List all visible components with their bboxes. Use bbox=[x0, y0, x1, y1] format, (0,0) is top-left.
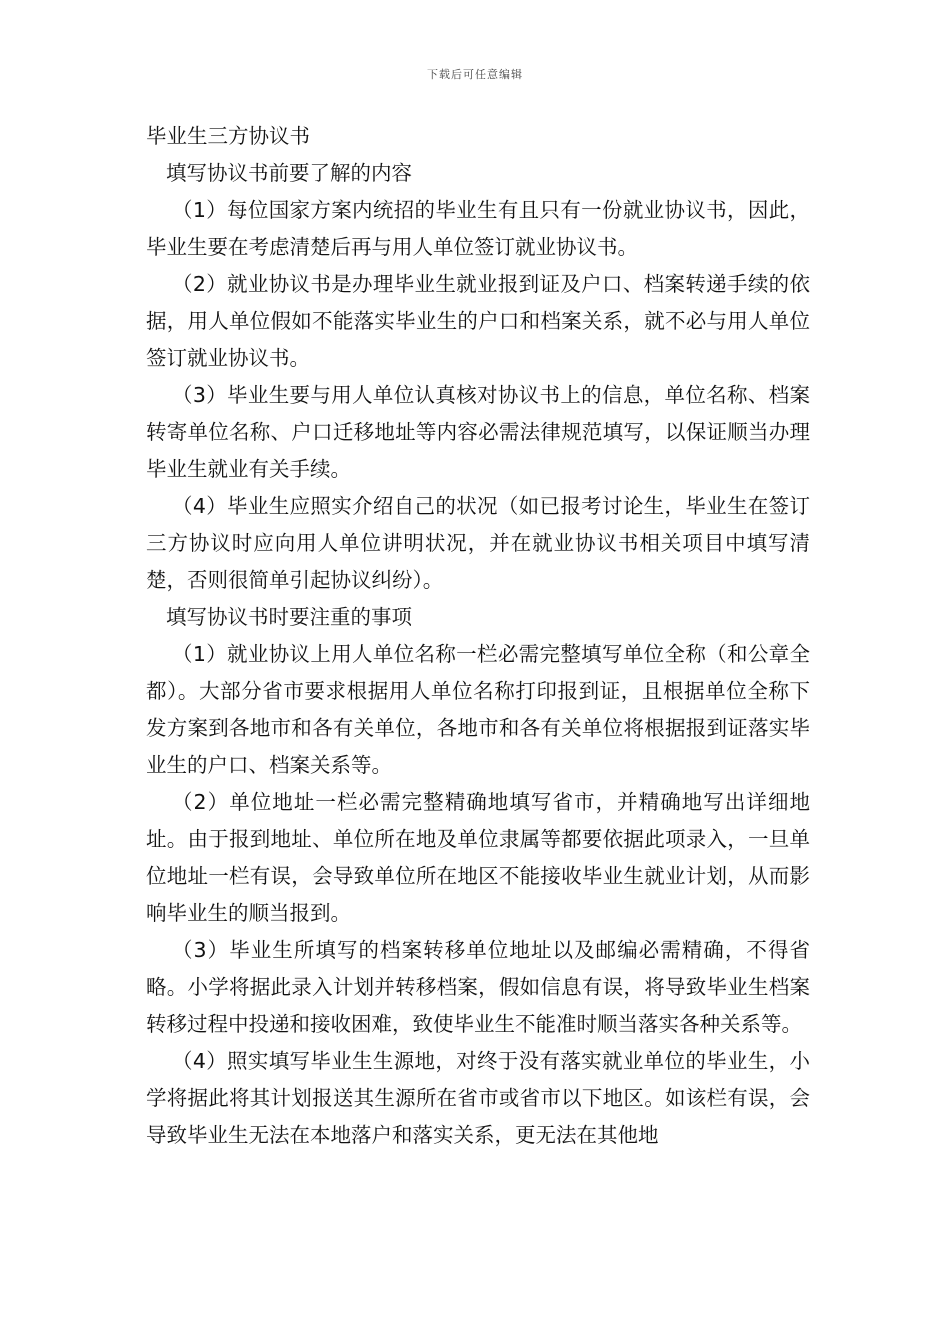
paragraph: （1）就业协议上用人单位名称一栏必需完整填写单位全称（和公章全都）。大部分省市要求根据用人单位名称打印报到证，且根据单位全称下发方案到各地市和各有关单位，各地市和各有关单位将根据报到证落实毕业生的户口、档案关系等。 bbox=[146, 642, 810, 777]
document-title: 毕业生三方协议书 bbox=[146, 124, 310, 148]
paragraph: （4）照实填写毕业生生源地，对终于没有落实就业单位的毕业生，小学将据此将其计划报送其生源所在省市或省市以下地区。如该栏有误，会导致毕业生无法在本地落户和落实关系，更无法在其他地 bbox=[146, 1049, 810, 1147]
section-heading: 填写协议书时要注重的事项 bbox=[166, 605, 412, 629]
paragraph: （2）就业协议书是办理毕业生就业报到证及户口、档案转递手续的依据，用人单位假如不能落实毕业生的户口和档案关系，就不必与用人单位签订就业协议书。 bbox=[146, 272, 810, 370]
paragraph: （1）每位国家方案内统招的毕业生有且只有一份就业协议书，因此，毕业生要在考虑清楚后再与用人单位签订就业协议书。 bbox=[146, 198, 810, 259]
document-body bbox=[146, 118, 810, 1154]
paragraph: （4）毕业生应照实介绍自己的状况（如已报考讨论生，毕业生在签订三方协议时应向用人单位讲明状况，并在就业协议书相关项目中填写清楚，否则很简单引起协议纠纷）。 bbox=[146, 494, 810, 592]
paragraph: （2）单位地址一栏必需完整精确地填写省市，并精确地写出详细地址。由于报到地址、单位所在地及单位隶属等都要依据此项录入，一旦单位地址一栏有误，会导致单位所在地区不能接收毕业生就业计划，从而影响毕业生的顺当报到。 bbox=[146, 790, 810, 925]
paragraph: （3）毕业生所填写的档案转移单位地址以及邮编必需精确，不得省略。小学将据此录入计划并转移档案，假如信息有误，将导致毕业生档案转移过程中投递和接收困难，致使毕业生不能准时顺当落实各种关系等。 bbox=[146, 938, 810, 1036]
section-heading: 填写协议书前要了解的内容 bbox=[166, 161, 412, 185]
page-header-note: 下载后可任意编辑 bbox=[427, 68, 523, 81]
paragraph: （3）毕业生要与用人单位认真核对协议书上的信息，单位名称、档案转寄单位名称、户口迁移地址等内容必需法律规范填写，以保证顺当办理毕业生就业有关手续。 bbox=[146, 383, 810, 481]
